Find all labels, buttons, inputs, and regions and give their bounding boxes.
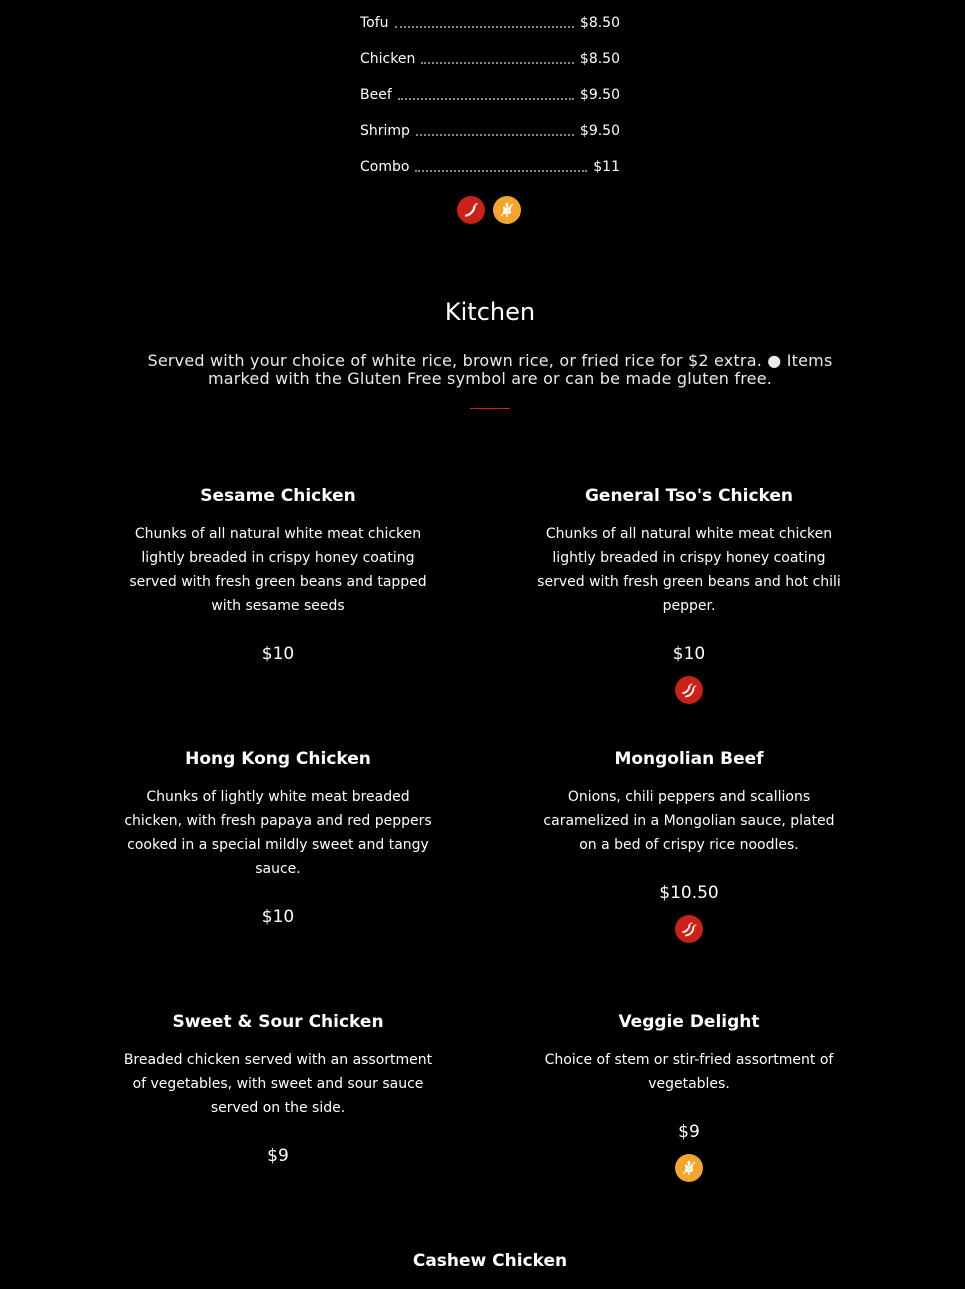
price-row-name: Chicken bbox=[360, 51, 416, 67]
menu-item-badges bbox=[534, 1154, 844, 1182]
menu-item-name: Sesame Chicken bbox=[200, 486, 356, 506]
menu-item-price: $10 bbox=[261, 907, 295, 927]
menu-item bbox=[123, 747, 433, 929]
section-divider bbox=[470, 408, 510, 409]
section-description: Served with your choice of white rice, brown rice, or fried rice for $2 extra. ● Items marked with the Gluten Free symbol are or can be made gluten free. bbox=[147, 351, 833, 388]
gluten-free-icon bbox=[675, 1154, 703, 1182]
menu-item-name: Cashew Chicken bbox=[412, 1251, 568, 1271]
price-row bbox=[360, 157, 620, 177]
menu-item bbox=[534, 484, 844, 704]
gluten-free-icon bbox=[493, 196, 521, 224]
double-chili-pepper-icon bbox=[675, 915, 703, 943]
price-row-price: $9.50 bbox=[579, 87, 620, 103]
price-row-leader bbox=[415, 170, 587, 172]
price-row-price: $8.50 bbox=[579, 51, 620, 67]
price-row-price: $11 bbox=[593, 159, 620, 175]
menu-item-price: $10 bbox=[261, 644, 295, 664]
price-list-badges bbox=[457, 196, 521, 224]
price-row-name: Beef bbox=[360, 87, 392, 103]
price-row bbox=[360, 121, 620, 141]
menu-item bbox=[123, 1010, 433, 1168]
price-row-name: Combo bbox=[360, 159, 410, 175]
menu-item bbox=[534, 747, 844, 943]
menu-item-price: $9 bbox=[267, 1146, 289, 1166]
chili-pepper-icon bbox=[457, 196, 485, 224]
price-row-leader bbox=[398, 98, 574, 100]
menu-item-badges bbox=[534, 915, 844, 943]
menu-item-description: Chunks of all natural white meat chicken lightly breaded in crispy honey coating served with fresh green beans and tapped with sesame seeds bbox=[129, 526, 427, 614]
menu-item-name: Hong Kong Chicken bbox=[185, 749, 371, 769]
menu-item-price: $10 bbox=[672, 644, 706, 664]
menu-item-description: Choice of stem or stir-fried assortment of vegetables. bbox=[544, 1052, 834, 1092]
menu-item-description: Chunks of all natural white meat chicken lightly breaded in crispy honey coating served with fresh green beans and hot chili pepper. bbox=[537, 526, 841, 614]
price-row-name: Tofu bbox=[360, 15, 389, 31]
menu-item-badges bbox=[534, 676, 844, 704]
menu-item-name: Veggie Delight bbox=[618, 1012, 760, 1032]
price-row-leader bbox=[395, 26, 574, 28]
menu-item bbox=[335, 1249, 645, 1273]
price-row-price: $8.50 bbox=[579, 15, 620, 31]
menu-item-price: $10.50 bbox=[659, 883, 719, 903]
double-chili-pepper-icon bbox=[675, 676, 703, 704]
menu-item-description: Onions, chili peppers and scallions caramelized in a Mongolian sauce, plated on a bed of crispy rice noodles. bbox=[543, 789, 835, 853]
menu-item-description: Breaded chicken served with an assortment of vegetables, with sweet and sour sauce served on the side. bbox=[123, 1052, 433, 1116]
price-row bbox=[360, 13, 620, 33]
menu-item bbox=[534, 1010, 844, 1182]
menu-item bbox=[123, 484, 433, 666]
price-row-leader bbox=[421, 62, 574, 64]
menu-item-name: General Tso's Chicken bbox=[584, 486, 794, 506]
menu-item-description: Chunks of lightly white meat breaded chicken, with fresh papaya and red peppers cooked in a special mildly sweet and tangy sauce. bbox=[124, 789, 432, 877]
price-row-price: $9.50 bbox=[579, 123, 620, 139]
price-row bbox=[360, 85, 620, 105]
price-row-leader bbox=[416, 134, 574, 136]
price-row-name: Shrimp bbox=[360, 123, 410, 139]
price-row bbox=[360, 49, 620, 69]
menu-item-name: Mongolian Beef bbox=[614, 749, 764, 769]
menu-item-price: $9 bbox=[678, 1122, 700, 1142]
menu-item-name: Sweet & Sour Chicken bbox=[172, 1012, 384, 1032]
section-title: Kitchen bbox=[444, 298, 536, 326]
